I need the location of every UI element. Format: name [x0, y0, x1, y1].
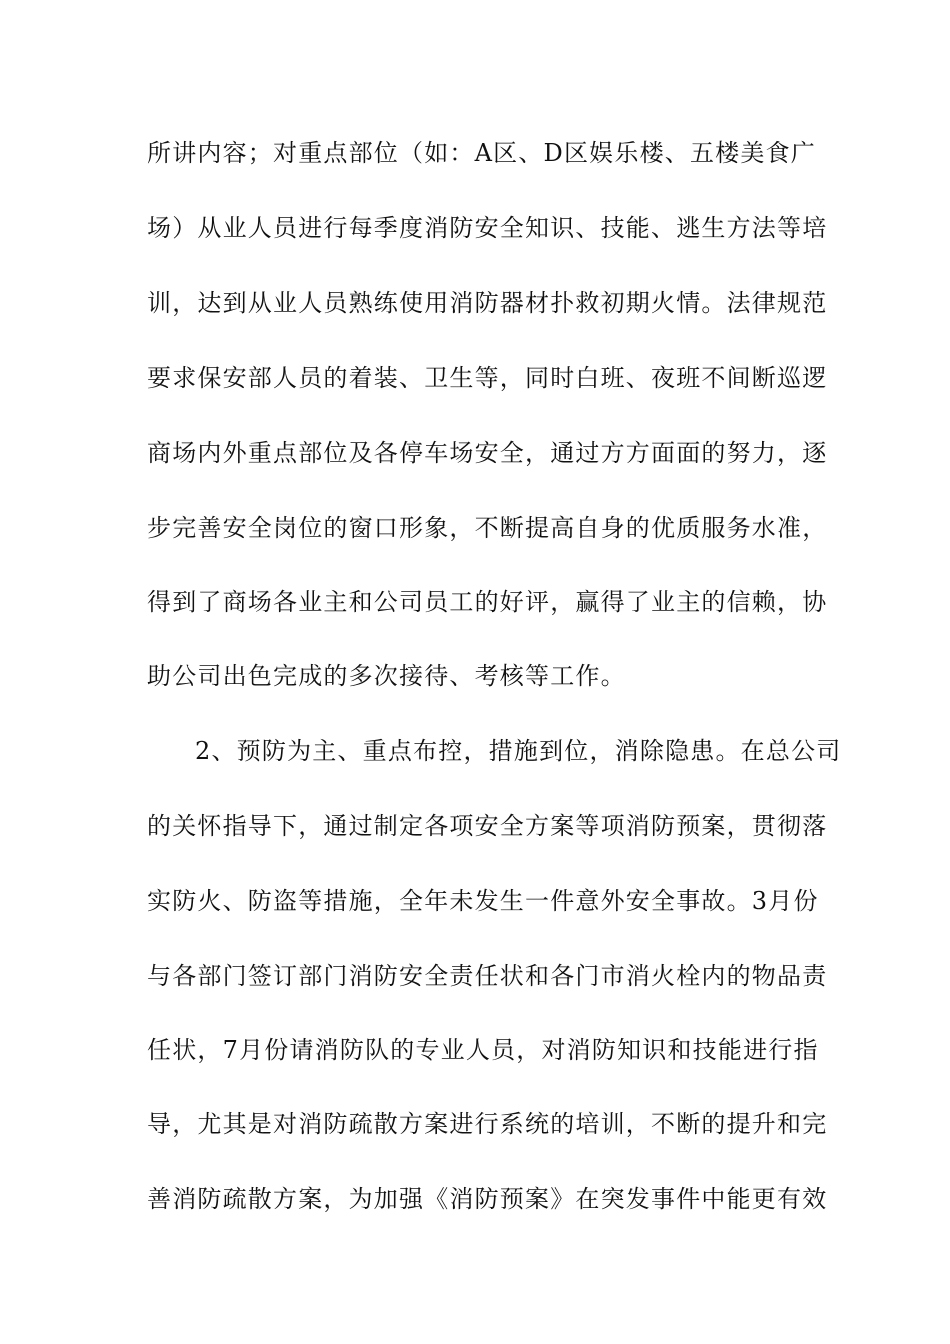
paragraph-first-line: 2、预防为主、重点布控，措施到位，消除隐患。在总公司 [195, 737, 842, 765]
text-line: 的关怀指导下，通过制定各项安全方案等项消防预案，贯彻落 [147, 812, 828, 840]
text-line: 步完善安全岗位的窗口形象，不断提高自身的优质服务水准， [147, 514, 828, 542]
text-line: 善消防疏散方案，为加强《消防预案》在突发事件中能更有效 [147, 1185, 828, 1213]
text-line: 与各部门签订部门消防安全责任状和各门市消火栓内的物品责 [147, 962, 828, 990]
text-line: 要求保安部人员的着装、卫生等，同时白班、夜班不间断巡逻 [147, 364, 828, 392]
text-line: 训，达到从业人员熟练使用消防器材扑救初期火情。法律规范 [147, 289, 828, 317]
text-line: 所讲内容；对重点部位（如：A区、D区娱乐楼、五楼美食广 [147, 139, 816, 167]
text-line: 得到了商场各业主和公司员工的好评，赢得了业主的信赖，协 [147, 588, 828, 616]
text-line: 场）从业人员进行每季度消防安全知识、技能、逃生方法等培 [147, 214, 828, 242]
text-line: 实防火、防盗等措施，全年未发生一件意外安全事故。3月份 [147, 887, 819, 915]
text-line: 任状，7月份请消防队的专业人员，对消防知识和技能进行指 [147, 1036, 819, 1064]
text-line: 导，尤其是对消防疏散方案进行系统的培训，不断的提升和完 [147, 1110, 828, 1138]
text-line: 助公司出色完成的多次接待、考核等工作。 [147, 662, 626, 690]
text-line: 商场内外重点部位及各停车场安全，通过方方面面的努力，逐 [147, 439, 828, 467]
